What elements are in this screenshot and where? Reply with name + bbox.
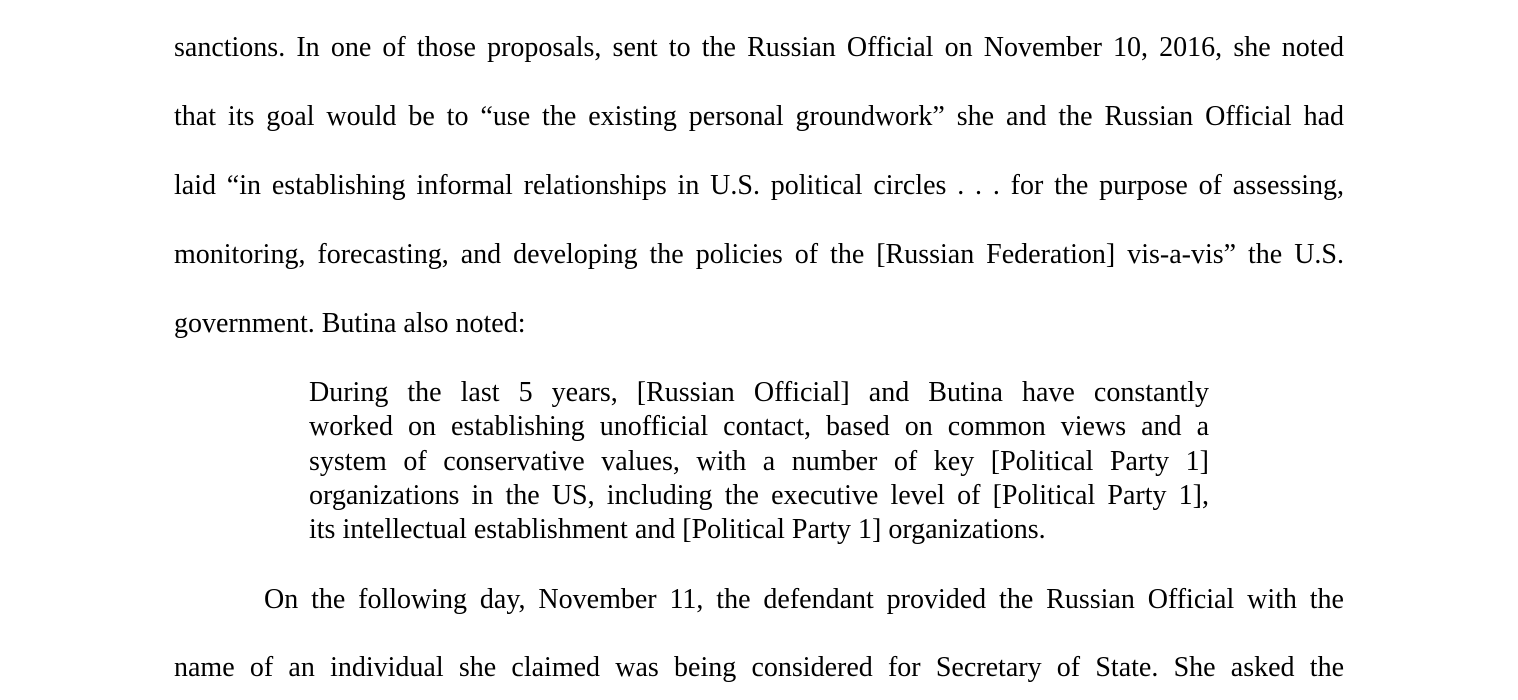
paragraph-line: monitoring, forecasting, and developing the policies of the [Russian Federation] vis-a-vis” the U.S. — [174, 239, 1344, 270]
paragraph-line: On the following day, November 11, the defendant provided the Russian Official with the — [264, 584, 1344, 615]
quote-line: organizations in the US, including the executive level of [Political Party 1], — [309, 480, 1209, 511]
paragraph-line: sanctions. In one of those proposals, sent to the Russian Official on November 10, 2016, she noted — [174, 32, 1344, 63]
paragraph-line: laid “in establishing informal relationships in U.S. political circles . . . for the purpose of assessing, — [174, 170, 1344, 201]
paragraph-line: name of an individual she claimed was being considered for Secretary of State. She asked the — [174, 652, 1344, 683]
quote-line: its intellectual establishment and [Political Party 1] organizations. — [309, 514, 1046, 545]
quote-line: During the last 5 years, [Russian Official] and Butina have constantly — [309, 377, 1209, 408]
quote-line: system of conservative values, with a number of key [Political Party 1] — [309, 446, 1209, 477]
quote-line: worked on establishing unofficial contact, based on common views and a — [309, 411, 1209, 442]
paragraph-line: government. Butina also noted: — [174, 308, 526, 339]
paragraph-line: that its goal would be to “use the existing personal groundwork” she and the Russian Official had — [174, 101, 1344, 132]
